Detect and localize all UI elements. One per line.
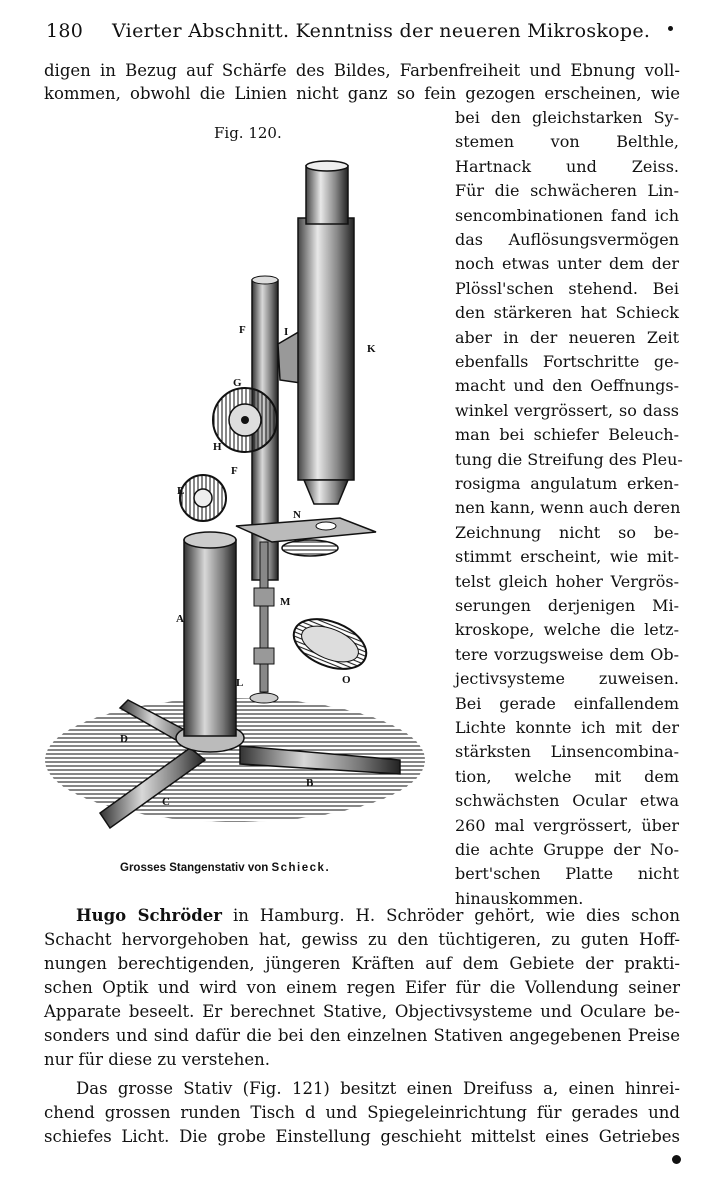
draw-tube (306, 166, 348, 224)
column-text-line: noch etwas unter dem der (455, 254, 679, 274)
main-pillar (184, 540, 236, 736)
text-line: chend grossen runden Tisch d und Spiegeleinrichtung für gerades und (44, 1103, 680, 1122)
column-text-line: den stärkeren hat Schieck (455, 303, 679, 323)
column-text-line: man bei schiefer Beleuch- (455, 425, 679, 445)
part-letter: K (367, 343, 376, 355)
part-letter: L (236, 677, 244, 689)
part-letter: F (231, 465, 238, 477)
part-letter: C (162, 796, 170, 808)
column-text-line: bert'schen Platte nicht (455, 864, 679, 884)
part-letter: N (293, 509, 301, 521)
column-text-line: 260 mal vergrössert, über (455, 815, 679, 835)
column-text-line: serungen derjenigen Mi- (455, 596, 679, 615)
column-text-line: stärksten Linsencombina- (455, 742, 679, 762)
column-text-line: ebenfalls Fortschritte ge- (455, 352, 679, 371)
part-letter: O (342, 674, 351, 686)
column-text-line: Hartnack und Zeiss. (455, 156, 679, 176)
column-text-line: tere vorzugsweise dem Ob- (455, 644, 679, 664)
column-text-line: bei den gleichstarken Sy- (455, 108, 679, 127)
diaphragm (282, 540, 338, 556)
body-tube (298, 218, 354, 480)
text-line: schiefes Licht. Die grobe Einstellung geschieht mittelst eines Getriebes (44, 1127, 680, 1146)
column-text-line: sencombinationen fand ich (455, 205, 679, 225)
part-letter: F (239, 324, 246, 336)
running-header (46, 20, 666, 44)
part-letter: M (280, 596, 291, 608)
ink-speck (668, 26, 673, 31)
column-text-line: stemen von Belthle, (455, 132, 679, 152)
column-text-line: winkel vergrössert, so dass (455, 400, 679, 420)
column-text-line: jectivsysteme zuweisen. (455, 669, 679, 689)
column-text-line: tion, welche mit dem (455, 766, 679, 786)
ink-speck (672, 1155, 681, 1164)
part-letter: G (233, 377, 242, 389)
text-line: digen in Bezug auf Schärfe des Bildes, Farbenfreiheit und Ebnung voll- (44, 61, 680, 80)
part-letter: A (176, 613, 184, 625)
objective-nose (304, 480, 348, 504)
running-title: Vierter Abschnitt. Kenntniss der neueren Mikroskope. (112, 20, 651, 42)
text-line: Schacht hervorgehoben hat, gewiss zu den tüchtigeren, zu guten Hoff- (44, 930, 680, 949)
part-letter: E (177, 485, 185, 497)
part-letter: D (120, 733, 128, 745)
column-text-line: die achte Gruppe der No- (455, 840, 679, 859)
name-hugo-schroeder: Hugo Schröder (76, 906, 222, 925)
text-line: sonders und sind dafür die bei den einzelnen Stativen angegebenen Preise (44, 1026, 680, 1045)
column-text-line: aber in der neueren Zeit (455, 327, 679, 347)
part-letter: H (213, 441, 222, 453)
figure-caption: Grosses Stangenstativ von Schieck. (120, 862, 331, 874)
column-text-line: Bei gerade einfallendem (455, 693, 679, 713)
column-text-line: Lichte konnte ich mit der (455, 718, 679, 737)
column-text-line: Plössl'schen stehend. Bei (455, 278, 679, 298)
paragraph-first-line: Das grosse Stativ (Fig. 121) besitzt einen Dreifuss a, einen hinrei- (76, 1079, 680, 1098)
column-text-line: rosigma angulatum erken- (455, 474, 679, 493)
column-text-line: Für die schwächeren Lin- (455, 181, 679, 201)
mirror-stem (260, 542, 268, 692)
column-text-line: Zeichnung nicht so be- (455, 522, 679, 542)
microscope-illustration (40, 148, 440, 848)
column-text-line: schwächsten Ocular etwa (455, 791, 679, 811)
column-text-line: telst gleich hoher Vergrös- (455, 571, 679, 591)
text-line: nungen berechtigenden, jüngeren Kräften auf dem Gebiete der prakti- (44, 954, 680, 973)
column-text-line: macht und den Oeffnungs- (455, 376, 679, 396)
figure-label: Fig. 120. (214, 124, 282, 142)
paragraph-first-line: Hugo Schröder in Hamburg. H. Schröder gehört, wie dies schon (76, 906, 680, 925)
part-letter: B (306, 777, 314, 789)
text-line: Apparate beseelt. Er berechnet Stative, Objectivsysteme und Oculare be- (44, 1002, 680, 1021)
column-text-line: stimmt erscheint, wie mit- (455, 547, 679, 567)
column-text-line: tung die Streifung des Pleu- (455, 449, 683, 469)
column-text-line: hinauskommen. (455, 888, 584, 908)
text-line: schen Optik und wird von einem regen Eifer für die Vollendung seiner (44, 978, 680, 997)
column-text-line: kroskope, welche die letz- (455, 620, 679, 640)
page-number: 180 (46, 20, 84, 42)
text-line: nur für diese zu verstehen. (44, 1050, 270, 1069)
column-text-line: das Auflösungsvermögen (455, 230, 679, 249)
text-line: kommen, obwohl die Linien nicht ganz so fein gezogen erscheinen, wie (44, 84, 680, 103)
column-text-line: nen kann, wenn auch deren (455, 498, 681, 518)
part-letter: I (284, 326, 289, 338)
